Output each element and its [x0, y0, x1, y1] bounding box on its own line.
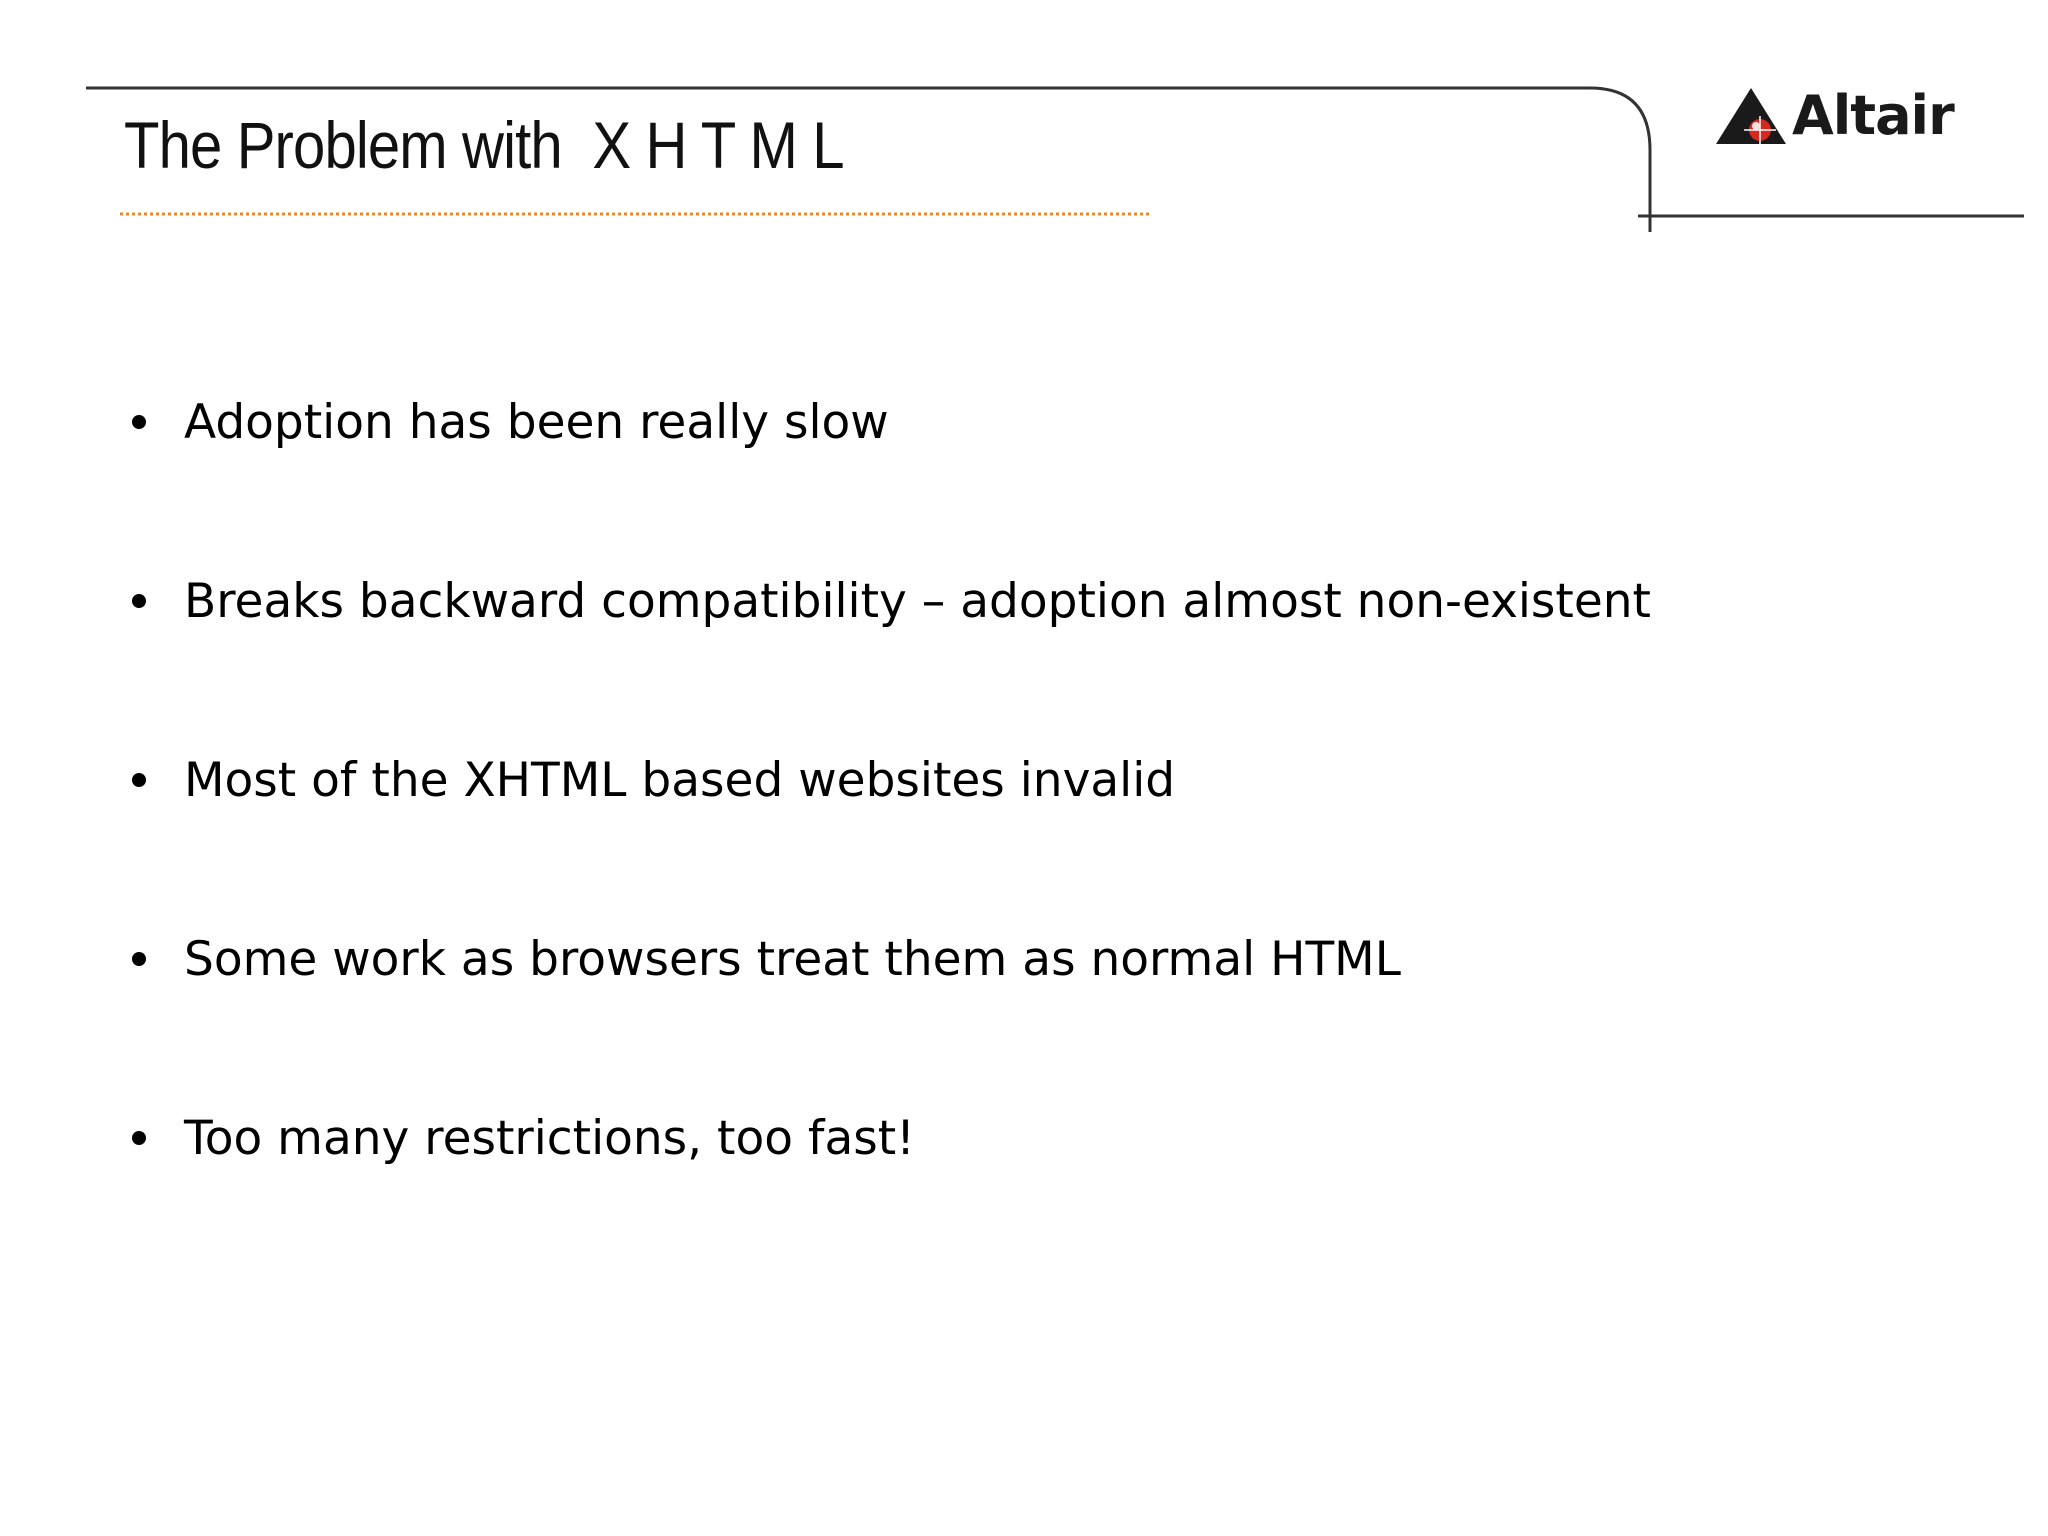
altair-logo [1714, 86, 1954, 146]
bullet-list [124, 386, 1651, 1281]
bullet-dot-icon [132, 594, 146, 608]
bullet-item [124, 565, 1651, 637]
bullet-item [124, 744, 1651, 816]
bullet-dot-icon [132, 1131, 146, 1145]
bullet-text: Too many restrictions, too fast! [184, 1110, 916, 1166]
logo-text: Altair [1792, 84, 1954, 147]
bullet-text: Most of the XHTML based websites invalid [184, 752, 1176, 808]
bullet-item [124, 1102, 1651, 1174]
bullet-text: Adoption has been really slow [184, 394, 889, 450]
slide-title: The Problem with X H T M L [124, 108, 844, 182]
bullet-dot-icon [132, 415, 146, 429]
bullet-item [124, 923, 1651, 995]
bullet-text: Some work as browsers treat them as normal HTML [184, 931, 1401, 987]
bullet-dot-icon [132, 952, 146, 966]
bullet-dot-icon [132, 773, 146, 787]
bullet-item [124, 386, 1651, 458]
bullet-text: Breaks backward compatibility – adoption almost non-existent [184, 573, 1651, 629]
altair-triangle-logo-icon [1714, 86, 1788, 146]
